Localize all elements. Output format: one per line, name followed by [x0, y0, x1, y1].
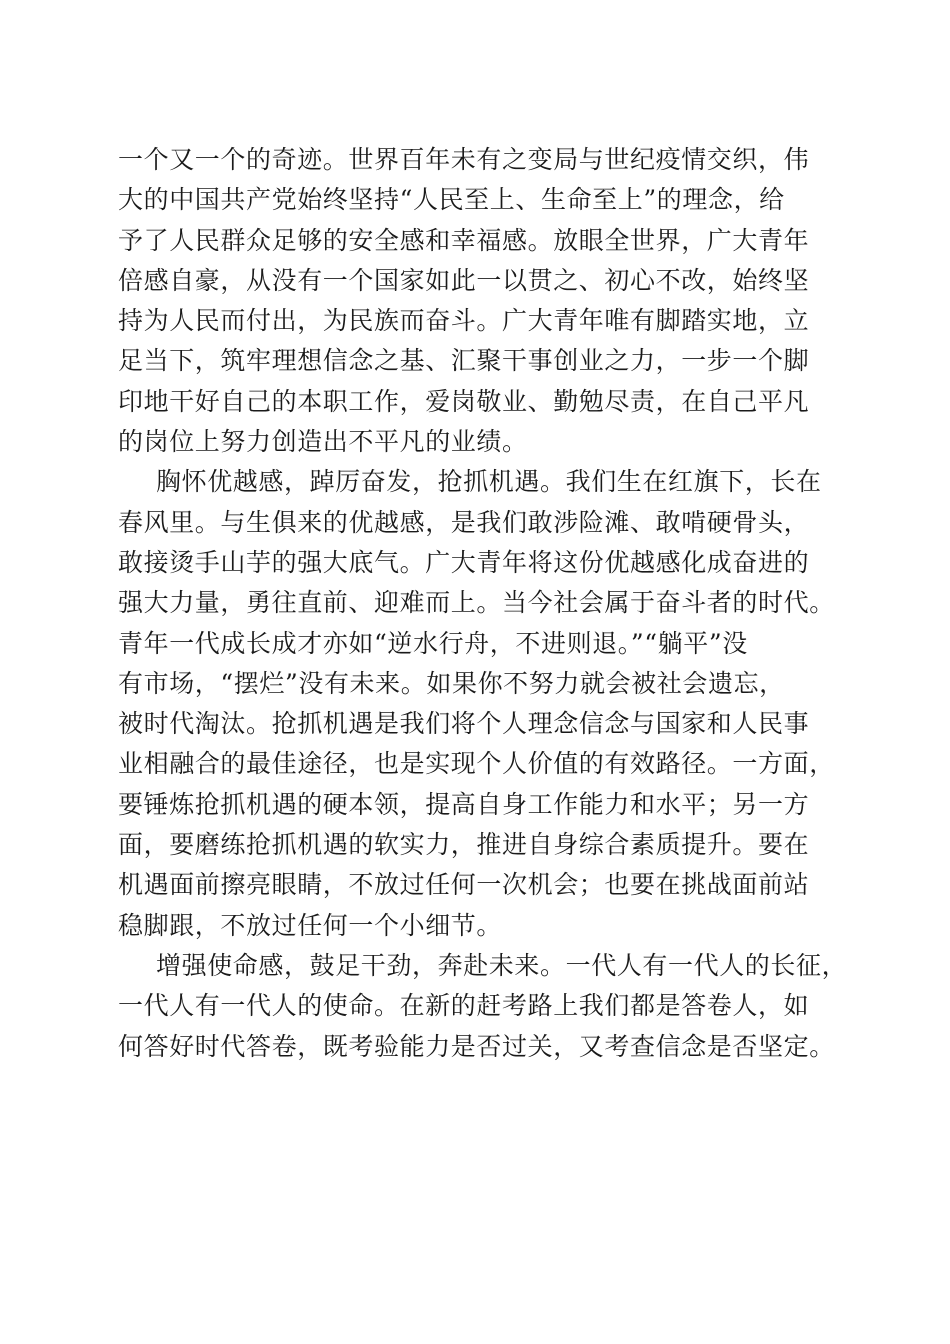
- text-line: 春风里。与生俱来的优越感，是我们敢涉险滩、敢啃硬骨头，: [118, 507, 810, 537]
- text-line: 予了人民群众足够的安全感和幸福感。放眼全世界，广大青年: [118, 225, 810, 255]
- text-line: 的岗位上努力创造出不平凡的业绩。: [118, 427, 528, 457]
- body-text: [118, 140, 848, 1067]
- text-line: 倍感自豪，从没有一个国家如此一以贯之、初心不改，始终坚: [118, 265, 810, 295]
- text-line: 一个又一个的奇迹。世界百年未有之变局与世纪疫情交织，伟: [118, 145, 810, 174]
- text-line: 要锤炼抢抓机遇的硬本领，提高自身工作能力和水平；另一方: [118, 789, 810, 819]
- text-line: 大的中国共产党始终坚持“人民至上、生命至上”的理念，给: [118, 185, 785, 215]
- paragraph-3: [118, 946, 848, 1067]
- text-line: 何答好时代答卷，既考验能力是否过关，又考查信念是否坚定。: [118, 1031, 835, 1061]
- text-line: 敢接烫手山芋的强大底气。广大青年将这份优越感化成奋进的: [118, 547, 810, 577]
- text-line: 印地干好自己的本职工作，爱岗敬业、勤勉尽责，在自己平凡: [118, 386, 810, 416]
- paragraph-2: [118, 462, 834, 946]
- text-line: 业相融合的最佳途径，也是实现个人价值的有效路径。一方面，: [118, 749, 835, 779]
- text-line: 有市场，“摆烂”没有未来。如果你不努力就会被社会遗忘，: [118, 668, 785, 698]
- text-line: 被时代淘汰。抢抓机遇是我们将个人理念信念与国家和人民事: [118, 709, 810, 739]
- text-line: 强大力量，勇往直前、迎难而上。当今社会属于奋斗者的时代。: [118, 588, 835, 618]
- text-line: 稳脚跟，不放过任何一个小细节。: [118, 910, 503, 940]
- text-line: 持为人民而付出，为民族而奋斗。广大青年唯有脚踏实地，立: [118, 306, 810, 336]
- text-line: 胸怀优越感，踔厉奋发，抢抓机遇。我们生在红旗下，长在: [156, 467, 822, 497]
- text-line: 增强使命感，鼓足干劲，奔赴未来。一代人有一代人的长征，: [156, 950, 848, 980]
- text-line: 足当下，筑牢理想信念之基、汇聚干事创业之力，一步一个脚: [118, 346, 810, 376]
- text-line: 一代人有一代人的使命。在新的赶考路上我们都是答卷人，如: [118, 991, 810, 1021]
- text-line: 机遇面前擦亮眼睛，不放过任何一次机会；也要在挑战面前站: [118, 870, 810, 900]
- text-line: 青年一代成长成才亦如“逆水行舟，不进则退。”“躺平”没: [118, 628, 748, 658]
- text-line: 面，要磨练抢抓机遇的软实力，推进自身综合素质提升。要在: [118, 830, 810, 860]
- paragraph-1: [118, 140, 834, 462]
